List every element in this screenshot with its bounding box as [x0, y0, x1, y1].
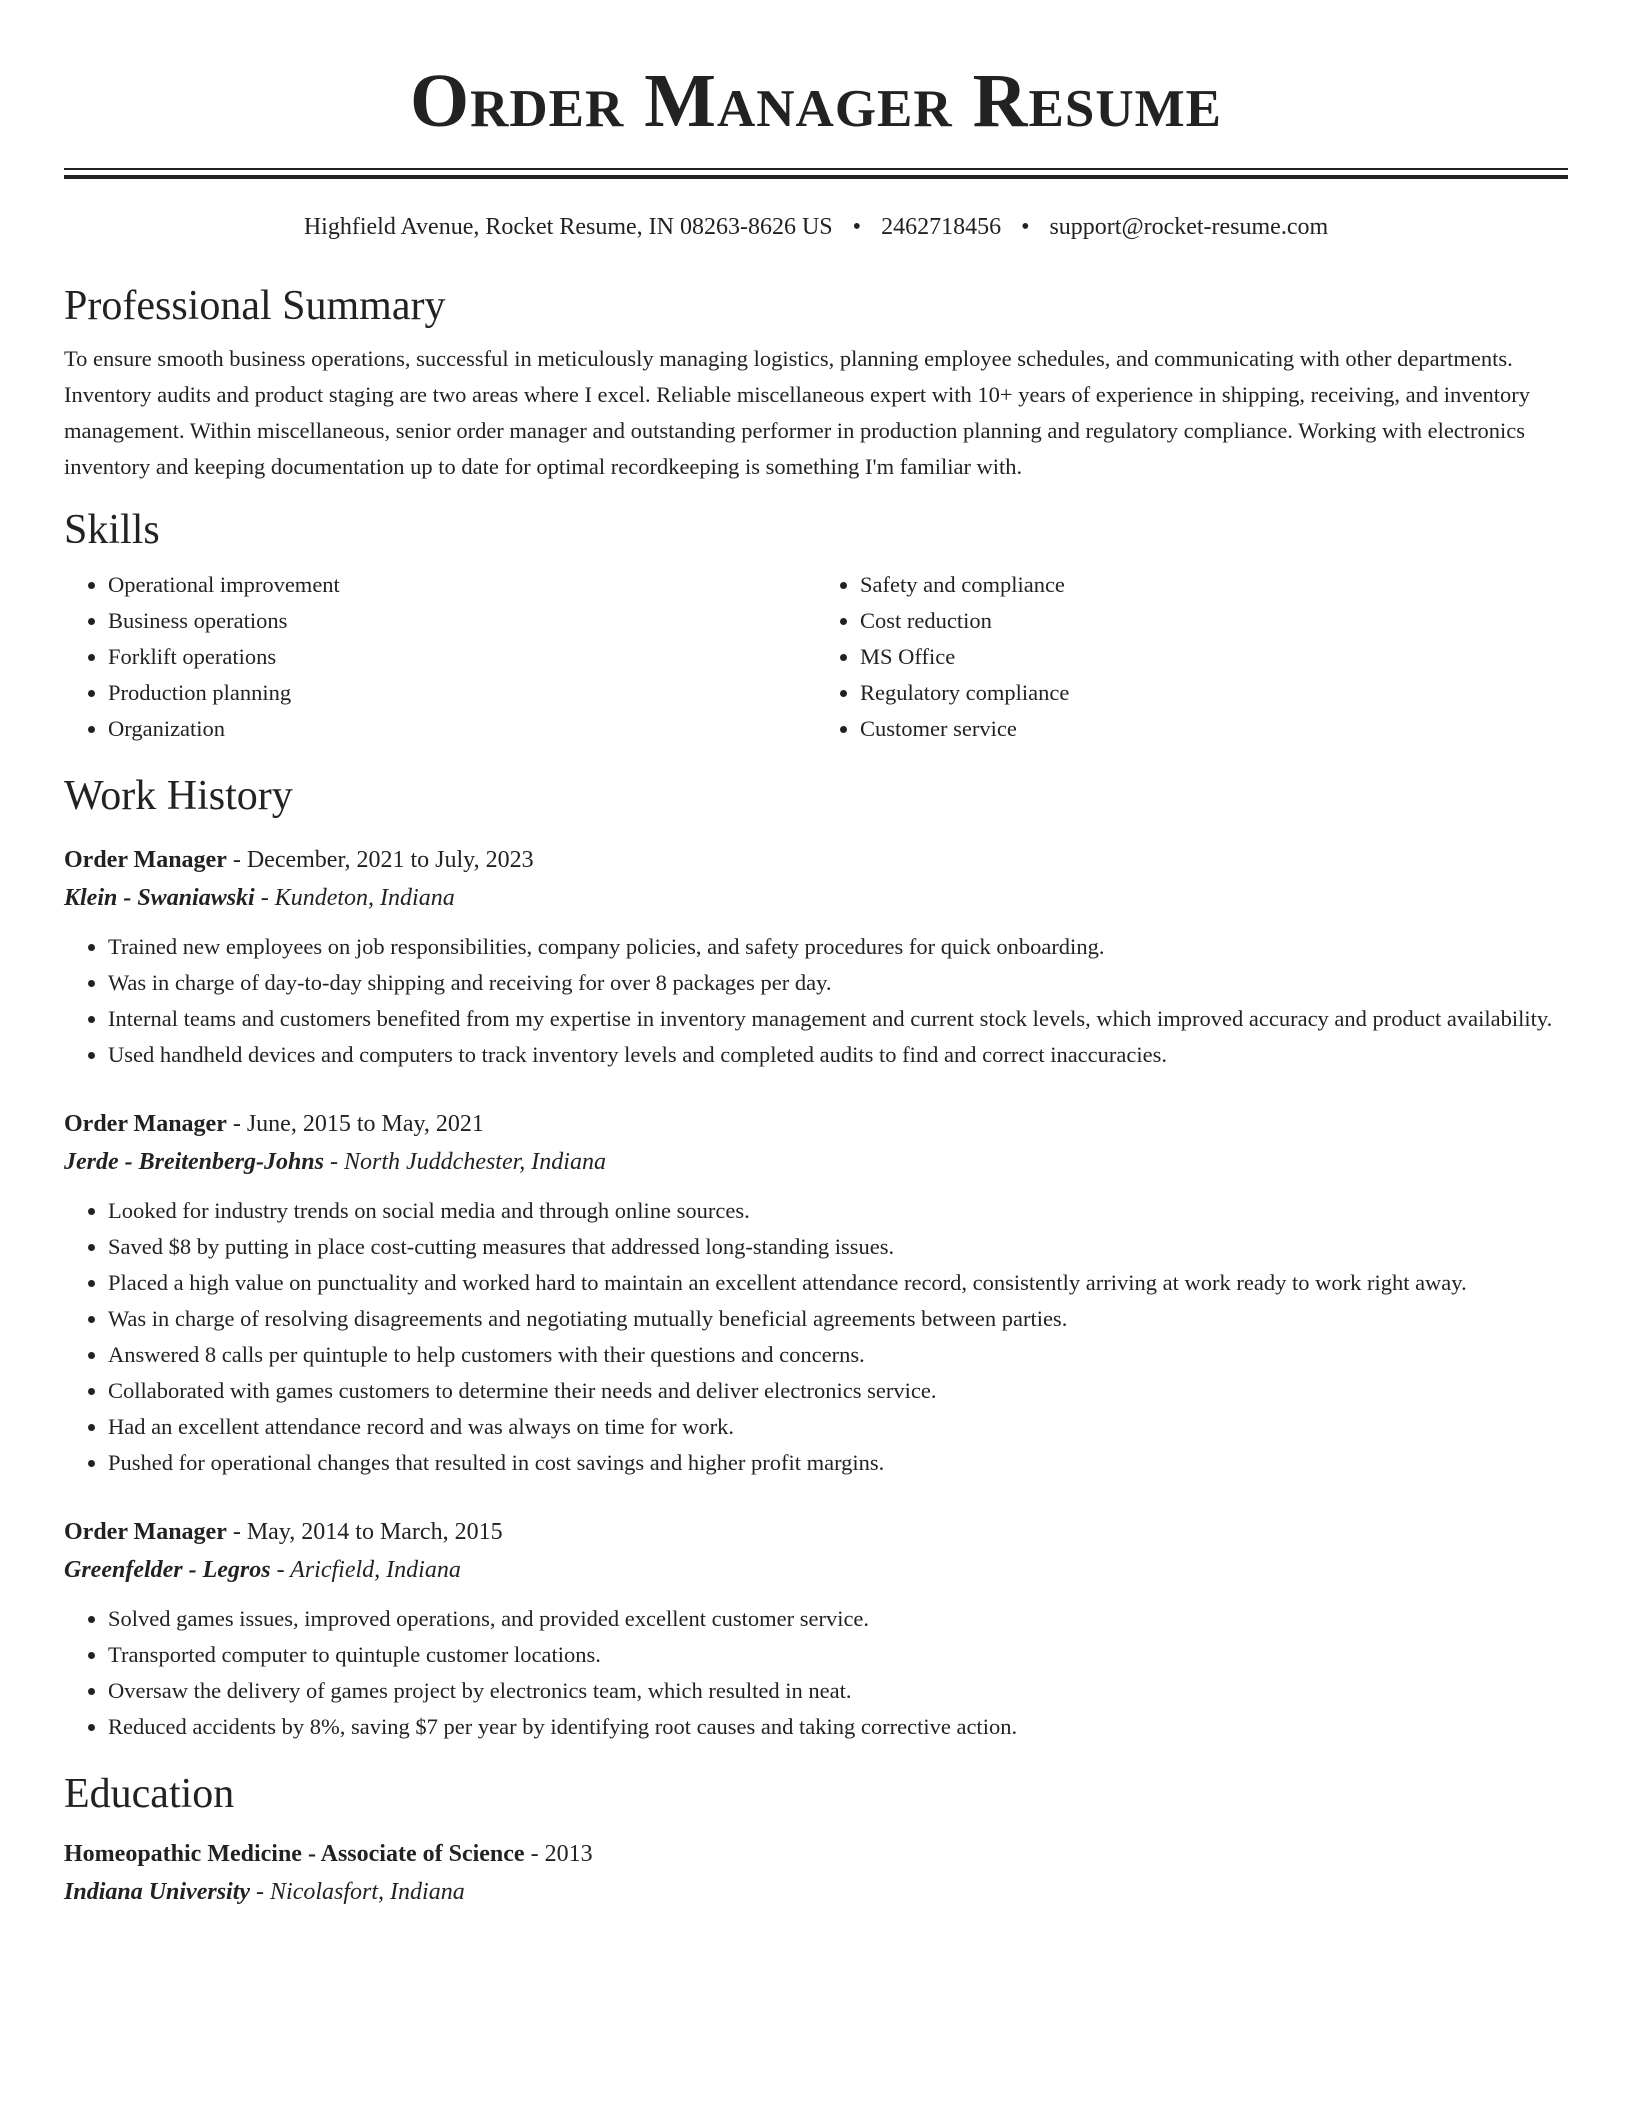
job-title: Order Manager [64, 1519, 227, 1545]
job-employer-line [64, 879, 1568, 917]
skills-right-list [816, 567, 1568, 747]
skill-item: • Cost reduction [860, 603, 1568, 639]
skill-item: • Regulatory compliance [860, 675, 1568, 711]
education-school-line [64, 1873, 1568, 1911]
job-dates: - December, 2021 to July, 2023 [226, 847, 534, 873]
job-bullet: • Oversaw the delivery of games project by electronics team, which resulted in neat. [108, 1673, 1568, 1709]
skill-item: • Customer service [860, 711, 1568, 747]
job-entry [64, 841, 1568, 1073]
skills-left-list [64, 567, 816, 747]
education-degree: Homeopathic Medicine - Associate of Science [64, 1841, 525, 1867]
job-company: Klein - Swaniawski [64, 885, 255, 911]
job-employer-line [64, 1551, 1568, 1589]
contact-phone: 2462718456 [881, 214, 1002, 240]
work-section [64, 769, 1568, 1745]
education-school: Indiana University [64, 1879, 251, 1905]
education-year: - 2013 [524, 1841, 593, 1867]
education-location: - Nicolasfort, Indiana [250, 1879, 465, 1905]
title-divider [64, 168, 1568, 179]
skill-item: • Organization [108, 711, 816, 747]
summary-section [64, 279, 1568, 485]
contact-address: Highfield Avenue, Rocket Resume, IN 08263-8626 US [303, 214, 833, 240]
skill-item: • Forklift operations [108, 639, 816, 675]
job-bullet: • Answered 8 calls per quintuple to help customers with their questions and concerns. [108, 1337, 1568, 1373]
skill-item: • Production planning [108, 675, 816, 711]
skill-item: • Safety and compliance [860, 567, 1568, 603]
job-company: Greenfelder - Legros [64, 1557, 271, 1583]
job-bullet: • Solved games issues, improved operations, and provided excellent customer service. [108, 1601, 1568, 1637]
job-bullet: • Was in charge of resolving disagreements and negotiating mutually beneficial agreements between parties. [108, 1301, 1568, 1337]
job-title-line [64, 1105, 1568, 1143]
job-bullets [64, 929, 1568, 1073]
job-dates: - May, 2014 to March, 2015 [226, 1519, 503, 1545]
job-title-line [64, 841, 1568, 879]
job-bullet: • Was in charge of day-to-day shipping and receiving for over 8 packages per day. [108, 965, 1568, 1001]
job-location: - Kundeton, Indiana [254, 885, 455, 911]
job-bullet: • Placed a high value on punctuality and worked hard to maintain an excellent attendance record, consistently arriving at work ready to work right away. [108, 1265, 1568, 1301]
skill-item: • Business operations [108, 603, 816, 639]
job-entry [64, 1513, 1568, 1745]
job-title: Order Manager [64, 847, 227, 873]
job-title: Order Manager [64, 1111, 227, 1137]
job-employer-line [64, 1143, 1568, 1181]
summary-text: To ensure smooth business operations, successful in meticulously managing logistics, planning employee schedules, and communicating with other departments. Inventory audits and product staging are two areas where I excel. Reliable miscellaneous expert with 10+ years of experience in shipping, receiving, and inventory management. Within miscellaneous, senior order manager and outstanding performer in production planning and regulatory compliance. Working with electronics inventory and keeping documentation up to date for optimal recordkeeping is something I'm familiar with. [64, 346, 1530, 479]
contact-separator: • [1021, 214, 1030, 240]
skills-section [64, 503, 1568, 747]
education-section [64, 1767, 1568, 1911]
education-heading: Education [64, 1771, 235, 1817]
job-location: - North Juddchester, Indiana [324, 1149, 606, 1175]
job-bullet: • Looked for industry trends on social media and through online sources. [108, 1193, 1568, 1229]
page-title: Order Manager Resume [409, 59, 1223, 143]
work-heading: Work History [64, 773, 293, 819]
skill-item: • Operational improvement [108, 567, 816, 603]
job-bullets [64, 1193, 1568, 1481]
education-entry [64, 1835, 1568, 1911]
job-bullet: • Saved $8 by putting in place cost-cutting measures that addressed long-standing issues. [108, 1229, 1568, 1265]
skills-columns [64, 567, 1568, 747]
job-company: Jerde - Breitenberg-Johns [64, 1149, 324, 1175]
job-dates: - June, 2015 to May, 2021 [226, 1111, 484, 1137]
contact-email: support@rocket-resume.com [1049, 214, 1329, 240]
job-bullets [64, 1601, 1568, 1745]
contact-line [64, 211, 1568, 243]
job-bullet: • Internal teams and customers benefited from my expertise in inventory management and current stock levels, which improved accuracy and product availability. [108, 1001, 1568, 1037]
job-bullet: • Trained new employees on job responsibilities, company policies, and safety procedures for quick onboarding. [108, 929, 1568, 965]
contact-separator: • [852, 214, 862, 240]
job-bullet: • Collaborated with games customers to determine their needs and deliver electronics service. [108, 1373, 1568, 1409]
job-bullet: • Reduced accidents by 8%, saving $7 per year by identifying root causes and taking corrective action. [108, 1709, 1568, 1745]
job-title-line [64, 1513, 1568, 1551]
job-location: - Aricfield, Indiana [270, 1557, 461, 1583]
skill-item: • MS Office [860, 639, 1568, 675]
skills-heading: Skills [64, 507, 160, 553]
summary-heading: Professional Summary [64, 283, 446, 329]
education-degree-line [64, 1835, 1568, 1873]
job-bullet: • Pushed for operational changes that resulted in cost savings and higher profit margins. [108, 1445, 1568, 1481]
job-bullet: • Used handheld devices and computers to track inventory levels and completed audits to find and correct inaccuracies. [108, 1037, 1568, 1073]
job-bullet: • Had an excellent attendance record and was always on time for work. [108, 1409, 1568, 1445]
job-entry [64, 1105, 1568, 1481]
job-bullet: • Transported computer to quintuple customer locations. [108, 1637, 1568, 1673]
